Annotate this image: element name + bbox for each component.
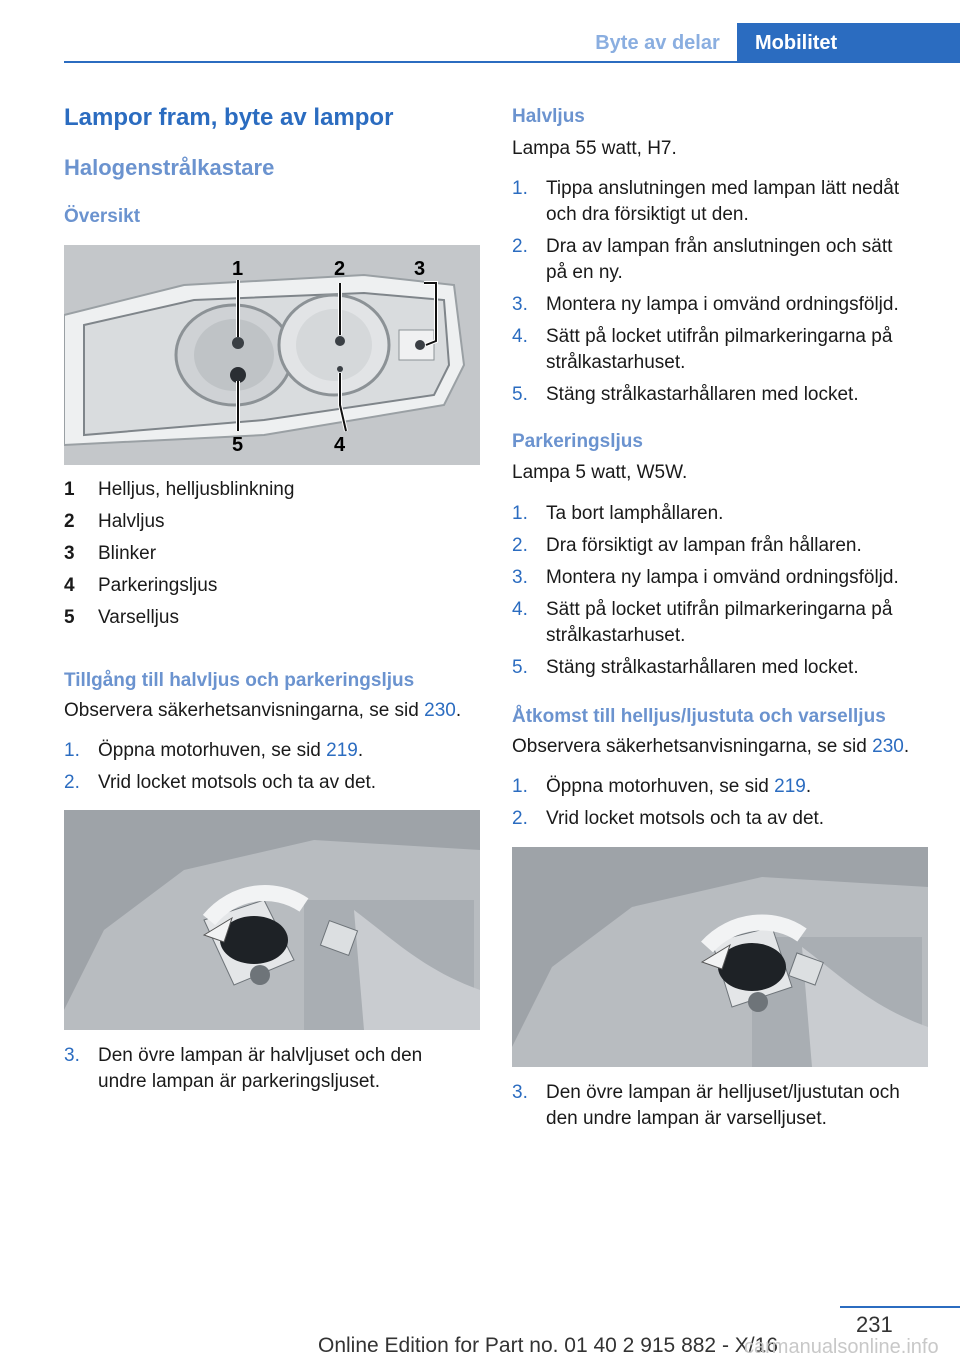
- step-line: strålkastarhuset.: [546, 625, 686, 646]
- step-line: på en ny.: [546, 262, 623, 283]
- step-num: 4.: [512, 599, 528, 620]
- parkeringsljus-lamp: Lampa 5 watt, W5W.: [512, 462, 688, 483]
- legend-num: 3: [64, 543, 75, 564]
- header-rule: [64, 61, 960, 63]
- access-paragraph-right: [512, 734, 909, 760]
- legend-num: 2: [64, 511, 75, 532]
- step-line: Tippa anslutningen med lampan lätt nedåt: [546, 178, 900, 199]
- figure-label-5: 5: [232, 434, 244, 456]
- page-link-230[interactable]: 230: [424, 700, 456, 721]
- edition-footer: Online Edition for Part no. 01 40 2 915 882 - X/16: [318, 1334, 778, 1357]
- overview-heading: Översikt: [64, 206, 141, 227]
- left-steps: [64, 738, 480, 796]
- step-num: 5.: [512, 384, 528, 405]
- page-title: Lampor fram, byte av lampor: [64, 104, 394, 131]
- legend-item: [64, 474, 480, 506]
- step-text: Vrid locket motsols och ta av det.: [98, 772, 377, 793]
- step-line: den undre lampan är varselljuset.: [546, 1108, 827, 1129]
- legend-text: Varselljus: [98, 607, 179, 628]
- halvljus-heading: Halvljus: [512, 106, 585, 127]
- step-num: 1.: [512, 503, 528, 524]
- step-num: 4.: [512, 326, 528, 347]
- step-line: Stäng strålkastarhållaren med locket.: [546, 384, 859, 405]
- step-end: .: [805, 776, 812, 797]
- footer-rule: [840, 1306, 960, 1308]
- legend-list: [64, 474, 480, 634]
- step-line: Dra försiktigt av lampan från hållaren.: [546, 535, 862, 556]
- list-item: [512, 565, 932, 591]
- right-step3: [512, 1080, 932, 1132]
- page-link-219[interactable]: 219: [774, 776, 806, 797]
- step-num: 5.: [512, 657, 528, 678]
- step-num: 3.: [512, 567, 528, 588]
- access-end: .: [455, 700, 462, 721]
- list-item: [512, 774, 932, 800]
- legend-num: 4: [64, 575, 75, 596]
- list-item: [512, 382, 932, 408]
- step-num: 1.: [512, 776, 528, 797]
- step-line: Den övre lampan är halvljuset och den: [98, 1045, 423, 1066]
- step-num: 2.: [512, 236, 528, 257]
- step-num: 1.: [512, 178, 528, 199]
- halvljus-steps: [512, 176, 932, 408]
- access-heading: Tillgång till halvljus och parkeringsljus: [64, 670, 415, 691]
- step-line: Den övre lampan är helljuset/ljustutan och: [546, 1082, 900, 1103]
- tab-mobilitet[interactable]: Mobilitet: [737, 23, 960, 61]
- step-num: 3.: [64, 1045, 80, 1066]
- list-item: [64, 1043, 480, 1095]
- list-item: [512, 655, 932, 681]
- step-num: 2.: [64, 772, 80, 793]
- list-item: [64, 770, 480, 796]
- step-line: Sätt på locket utifrån pilmarkeringarna på: [546, 326, 893, 347]
- engine-bay-figure-right: [512, 847, 928, 1067]
- step-line: strålkastarhuset.: [546, 352, 686, 373]
- list-item: [64, 738, 480, 764]
- right-steps: [512, 774, 932, 832]
- list-item: [512, 597, 932, 649]
- step-end: .: [357, 740, 364, 761]
- page-link-219[interactable]: 219: [326, 740, 358, 761]
- step-line: Ta bort lamphållaren.: [546, 503, 724, 524]
- tab-byte-av-delar[interactable]: Byte av delar: [595, 32, 720, 54]
- list-item: [512, 292, 932, 318]
- step-line: undre lampan är parkeringsljuset.: [98, 1071, 380, 1092]
- step-text: Vrid locket motsols och ta av det.: [546, 808, 825, 829]
- engine-bay-figure-left: [64, 810, 480, 1030]
- step-num: 3.: [512, 1082, 528, 1103]
- page-number: 231: [856, 1312, 893, 1337]
- step-num: 2.: [512, 808, 528, 829]
- legend-item: [64, 506, 480, 538]
- legend-text: Blinker: [98, 543, 157, 564]
- headlight-figure: [64, 245, 480, 465]
- access-text: Observera säkerhetsanvisningarna, se sid: [512, 736, 873, 757]
- legend-num: 1: [64, 479, 75, 500]
- access-paragraph: [64, 698, 461, 724]
- step-line: Montera ny lampa i omvänd ordningsföljd.: [546, 294, 899, 315]
- left-step3: [64, 1043, 480, 1095]
- legend-text: Helljus, helljusblinkning: [98, 479, 295, 500]
- section-title: Halogenstrålkastare: [64, 155, 275, 180]
- park-steps: [512, 501, 932, 681]
- step-line: Sätt på locket utifrån pilmarkeringarna på: [546, 599, 893, 620]
- legend-item: [64, 538, 480, 570]
- figure-label-2: 2: [334, 258, 346, 280]
- step-text: Öppna motorhuven, se sid: [546, 776, 775, 797]
- list-item: [512, 1080, 932, 1132]
- parkeringsljus-heading: Parkeringsljus: [512, 431, 643, 452]
- access-end: .: [903, 736, 910, 757]
- legend-item: [64, 602, 480, 634]
- step-text: Öppna motorhuven, se sid: [98, 740, 327, 761]
- access-text: Observera säkerhetsanvisningarna, se sid: [64, 700, 425, 721]
- legend-item: [64, 570, 480, 602]
- legend-text: Parkeringsljus: [98, 575, 218, 596]
- list-item: [512, 533, 932, 559]
- watermark: carmanualsonline.info: [744, 1336, 939, 1358]
- figure-label-4: 4: [334, 434, 346, 456]
- list-item: [512, 324, 932, 376]
- list-item: [512, 806, 932, 832]
- legend-text: Halvljus: [98, 511, 165, 532]
- list-item: [512, 234, 932, 286]
- figure-label-1: 1: [232, 258, 244, 280]
- step-line: Dra av lampan från anslutningen och sätt: [546, 236, 893, 257]
- list-item: [512, 176, 932, 228]
- step-line: Montera ny lampa i omvänd ordningsföljd.: [546, 567, 899, 588]
- figure-label-3: 3: [414, 258, 426, 280]
- step-line: Stäng strålkastarhållaren med locket.: [546, 657, 859, 678]
- list-item: [512, 501, 932, 527]
- step-num: 1.: [64, 740, 80, 761]
- page-link-230[interactable]: 230: [872, 736, 904, 757]
- halvljus-lamp: Lampa 55 watt, H7.: [512, 138, 677, 159]
- legend-num: 5: [64, 607, 75, 628]
- step-line: och dra försiktigt ut den.: [546, 204, 749, 225]
- access-heading-right: Åtkomst till helljus/ljustuta och varselljus: [512, 706, 886, 727]
- step-num: 3.: [512, 294, 528, 315]
- step-num: 2.: [512, 535, 528, 556]
